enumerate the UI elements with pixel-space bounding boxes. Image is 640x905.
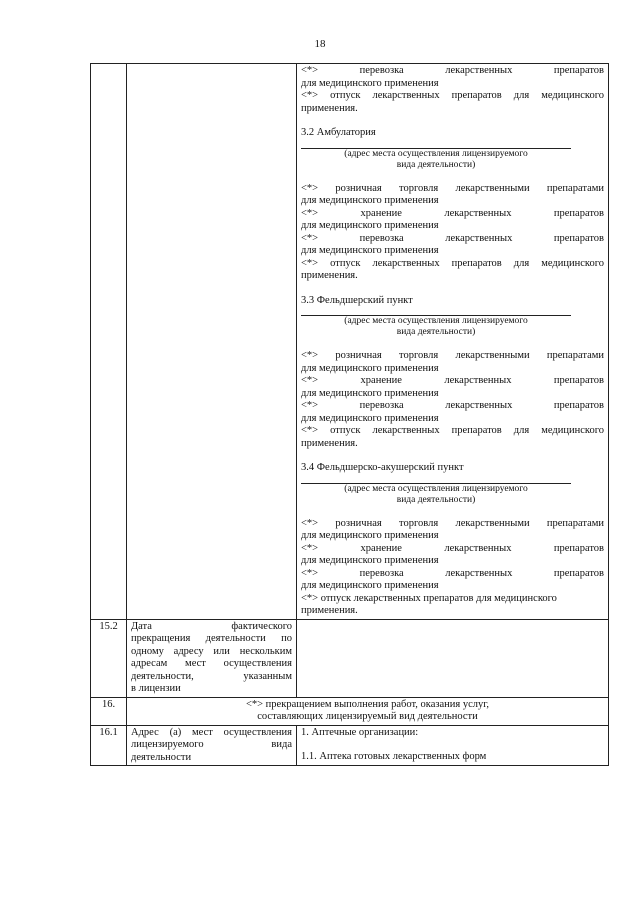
section-heading: 3.4 Фельдшерско-акушерский пункт [301, 462, 464, 473]
activity-item-line: <*> розничная торговля лекарственными препаратами [301, 517, 604, 529]
activity-item-line: для медицинского применения [301, 555, 439, 566]
activity-item [301, 425, 604, 450]
activity-item [301, 543, 604, 568]
termination-date-field[interactable] [297, 619, 609, 697]
label-line: деятельности, указанным [131, 670, 292, 682]
label-line: Адрес (а) мест осуществления [131, 726, 292, 738]
address-caption-line: вида деятельности) [396, 159, 476, 170]
row-merged-cell [127, 697, 609, 725]
activity-item [301, 400, 604, 425]
label-line: лицензируемого вида [131, 739, 292, 750]
address-underline [301, 140, 571, 149]
table-row-15-2 [91, 619, 609, 697]
section-ambulatory [301, 127, 604, 283]
label-line: деятельности [131, 751, 192, 763]
address-caption [301, 484, 571, 506]
section-heading: 3.3 Фельдшерский пункт [301, 294, 413, 306]
activity-item [301, 375, 604, 400]
termination-reason-line: составляющих лицензируемый вид деятельности [257, 711, 478, 722]
activity-item-line: <*> отпуск лекарственных препаратов для медицинского [301, 592, 557, 604]
address-underline [301, 307, 571, 316]
activity-item [301, 350, 604, 375]
activity-item-line: для медицинского применения [301, 77, 439, 89]
activity-item-line: <*> перевозка лекарственных препаратов [301, 65, 604, 76]
label-line: адресам мест осуществления [131, 658, 292, 669]
activity-item [301, 258, 604, 283]
address-caption [301, 149, 571, 171]
row-number-cell: 16.1 [91, 725, 127, 766]
section-feldsher-point [301, 295, 604, 451]
row-value-cell [297, 725, 609, 766]
table-row-continued [91, 64, 609, 620]
activity-item-line: <*> отпуск лекарственных препаратов для медицинского [301, 90, 604, 101]
activity-item-line: <*> отпуск лекарственных препаратов для медицинского [301, 425, 604, 436]
address-caption [301, 316, 571, 338]
termination-reason-line: <*> прекращением выполнения работ, оказания услуг, [245, 698, 490, 710]
activity-item-line: применения. [301, 437, 358, 449]
activity-item-line: <*> хранение лекарственных препаратов [301, 375, 604, 386]
activity-item-line: <*> перевозка лекарственных препаратов [301, 232, 604, 244]
organization-type-heading: 1. Аптечные организации: [301, 726, 419, 738]
activity-item-line: для медицинского применения [301, 245, 439, 256]
activity-item [301, 568, 604, 593]
activity-item-line: для медицинского применения [301, 387, 439, 399]
activity-item-line: <*> перевозка лекарственных препаратов [301, 567, 604, 579]
activity-item-line: для медицинского применения [301, 580, 439, 591]
activity-item [301, 593, 604, 618]
activity-item-line: применения. [301, 605, 358, 616]
table-row-16-1 [91, 725, 609, 766]
activity-item [301, 233, 604, 258]
row-number-cell: 16. [91, 697, 127, 725]
row-label-cell [127, 725, 297, 766]
activity-item [301, 183, 604, 208]
section-feldsher-obstetric-point [301, 462, 604, 618]
activity-item-line: <*> отпуск лекарственных препаратов для медицинского [301, 257, 604, 269]
activity-item-line: <*> хранение лекарственных препаратов [301, 542, 604, 554]
activity-item-line: для медицинского применения [301, 195, 439, 206]
activity-item-line: для медицинского применения [301, 412, 439, 424]
application-table [90, 63, 609, 766]
activity-item-line: <*> перевозка лекарственных препаратов [301, 400, 604, 411]
address-caption-line: (адрес места осуществления лицензируемого [344, 316, 528, 326]
row-number-cell [91, 64, 127, 620]
label-line: в лицензии [131, 683, 181, 694]
activity-item-line: для медицинского применения [301, 530, 439, 541]
activity-item [301, 208, 604, 233]
table-row-16 [91, 697, 609, 725]
address-caption-line: вида деятельности) [396, 327, 476, 337]
activity-item-line: <*> хранение лекарственных препаратов [301, 207, 604, 219]
activity-item-line: применения. [301, 102, 358, 114]
activity-item [301, 65, 604, 90]
activity-item [301, 90, 604, 115]
organization-subtype: 1.1. Аптека готовых лекарственных форм [301, 751, 487, 762]
section-heading: 3.2 Амбулатория [301, 127, 376, 138]
activity-item-line: применения. [301, 270, 358, 281]
activity-item-line: для медицинского применения [301, 220, 439, 231]
label-line: прекращения деятельности по [131, 633, 292, 644]
page-number: 18 [314, 38, 326, 50]
address-caption-line: (адрес места осуществления лицензируемого [344, 483, 528, 494]
row-label-cell [127, 64, 297, 620]
label-line: одному адресу или нескольким [131, 645, 292, 657]
row-label-cell [127, 619, 297, 697]
activity-item-line: <*> розничная торговля лекарственными препаратами [301, 182, 604, 194]
address-caption-line: вида деятельности) [396, 494, 476, 505]
activity-item-line: <*> розничная торговля лекарственными препаратами [301, 350, 604, 361]
address-caption-line: (адрес места осуществления лицензируемого [344, 148, 528, 159]
row-number-cell: 15.2 [91, 619, 127, 697]
label-line: Дата фактического [131, 620, 292, 632]
row-value-cell [297, 64, 609, 620]
address-underline [301, 475, 571, 484]
activity-item-line: для медицинского применения [301, 362, 439, 374]
activity-item [301, 518, 604, 543]
